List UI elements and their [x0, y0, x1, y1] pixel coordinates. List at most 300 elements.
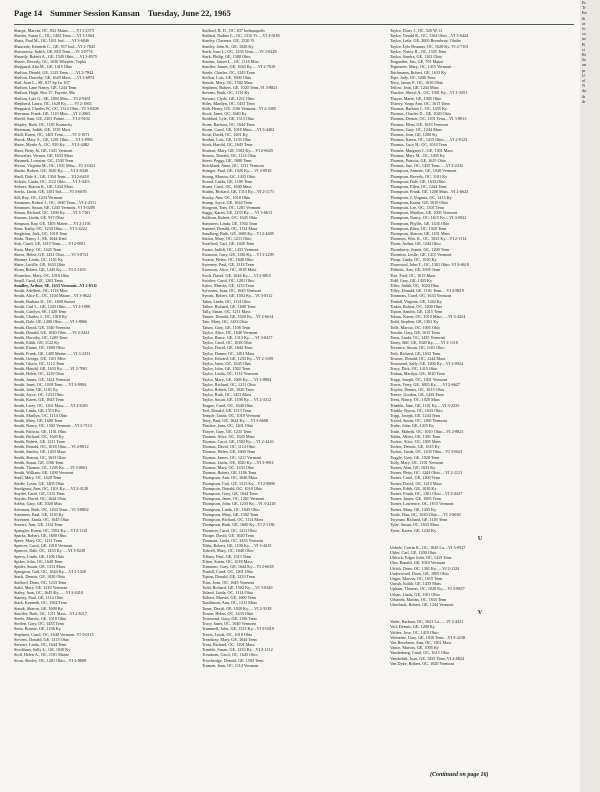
directory-entry: Talbot, Richard, GE, 1600 Tenn: [202, 303, 256, 309]
margin-fragment: Tr: [582, 5, 586, 11]
directory-entry: Van Dyke, Robert, OC, 1020 Vermont: [390, 660, 454, 666]
margin-fragment: fo: [582, 26, 586, 32]
directory-entry: Shipley, Ruth, OC, 1101 Kentucky: [14, 121, 73, 127]
directory-entry: Treadway, Mary, GE, 1644 Tenn: [202, 636, 257, 642]
directory-entry: Smith, Edith, GE, 1122 Ky: [14, 340, 60, 346]
directory-entry: Taylor, Linda, OC, 1114 Vermont: [202, 371, 259, 377]
directory-entry: Swisher, Carol, OC, 1201 Ohio: [202, 277, 255, 283]
directory-entry: Sickles, Linda, OC, 1112 Ohio.......VI 3-4411: [14, 178, 90, 184]
directory-entry: Sholl, Karen, OC, 1401 Tenn.........VI 3-1971: [14, 132, 90, 138]
directory-entry: Stanley, Clarence, GE, 1520 Vt: [202, 38, 255, 44]
directory-entry: Thompson, Sharon, GE, 1101 Mass: [390, 230, 450, 236]
directory-entry: Tolle, Marcia, OC, 1005 Ohio: [390, 324, 441, 330]
directory-entry: Taylor, Doris J., OC, 520 W. 11: [390, 28, 443, 33]
directory-entry: Smith, Susan, GE, 1106 Tenn: [14, 459, 64, 465]
directory-entry: Sommers, Paul, GE, 1210 Ky: [14, 511, 64, 517]
directory-entry: Turner, David, OC, 1415 Mass: [390, 480, 442, 486]
directory-entry: Spurgeon, Gail, OC, 1644 Ky.....VI 2-1320: [14, 569, 87, 575]
directory-entry: Sill, Roy, OC, 1233 Vermont: [14, 194, 63, 200]
directory-entry: Shook, Mary A., GE, 1201 Ohio.......VI 3-8901: [14, 137, 93, 143]
directory-entry: Smith, Sharon, OC, 1633 Ohio: [14, 454, 66, 460]
directory-entry: Teagarden, Jim, GE, 701 Maine: [390, 59, 444, 65]
directory-entry: Thurman, Linda, OC, 1433 Vermont: [202, 537, 263, 543]
directory-entry: Tripp, Joseph, GE, 1244 Tenn: [390, 413, 441, 419]
directory-entry: Thacker, Joan, OC, 1201 Ohio: [202, 423, 254, 429]
directory-entry: Thorp, Linda, OC, 1010 Ky: [390, 256, 437, 262]
directory-entry: Taylor, Alice, OC, 1640 Vermont: [202, 329, 258, 335]
directory-entry: Swafford, Carl, GE, 1020 Tenn: [202, 241, 255, 247]
directory-entry: Tinker, Robert, OC, 1200 Ohio: [390, 303, 443, 309]
directory-entry: Tobias, Karen, OC, 1010 Mass......VI 3-4424: [390, 314, 466, 320]
directory-entry: Titus, Joan, OC, 1645 Vermont: [202, 579, 255, 585]
directory-entry: Taylor, Mary, GE, 1600 Ky......VI 3-8804: [202, 376, 272, 382]
directory-entry: Travis, Linda, OC, 1018 Ohio: [202, 631, 253, 637]
directory-entry: Sheppard, Alta M., GE, 1415 Ohio: [14, 64, 73, 70]
directory-entry: Strahm, Lois, GE, 1233 Ohio: [202, 137, 252, 143]
directory-entry: Spencer, Carol, GE, 1018 Vermont: [14, 543, 73, 549]
directory-entry: Smith, Linda, GE, 1313 Ky: [14, 407, 61, 413]
directory-entry: Trent, Richard, OC, 1201 Mass: [202, 641, 255, 647]
directory-entry: Valdez, Jose, OC, 1415 Ohio: [390, 629, 439, 635]
margin-fragment: so: [582, 31, 586, 37]
directory-entry: Shawnessy, Judith, GE, 818 Tenn.....VI 3-0774: [14, 48, 93, 54]
directory-entry: Sierks, Linda, GE, 1101 Ind........VI 3-6670: [14, 189, 87, 195]
directory-entry: Timmons, Carol, OC, 1633 Vermont: [390, 293, 452, 299]
directory-entry: Troxel, Susan, OC, 1200 Vermont: [390, 418, 447, 424]
directory-entry: Shelton, Lyle G., SE, 1804 Miss.....VI 2-9461: [14, 95, 91, 101]
margin-fragment: B: [582, 41, 585, 47]
directory-entry: Tomlinson, Ann, OC, 1211 Mass: [202, 600, 258, 606]
directory-entry: Tiffany, Paul, GE, 1313 Tenn: [202, 553, 252, 559]
directory-entry: Tanner, Donald, GE, 1020 Ky....VI 2-6614: [202, 314, 274, 320]
directory-entry: Urban, Linda, GE, 1101 Ohio: [390, 591, 440, 597]
directory-entry: Smith, Marilyn, OC, 1114 Ohio: [14, 413, 68, 419]
directory-entry: Thompson, Beverly, OC, 1101 Ky: [390, 173, 448, 179]
directory-entry: Showalter, Vernon, GE, 1633 Mass: [14, 152, 73, 158]
margin-fragment: an: [582, 62, 586, 68]
margin-fragment: fit: [582, 57, 586, 63]
directory-entry: Trinkle, Byron, OC, 1633 Ohio: [390, 407, 443, 413]
directory-entry: Terry, Paul, GE, 1644 Ky......VI 3-6608: [202, 418, 268, 424]
publication-date: Tuesday, June 22, 1965: [147, 8, 231, 18]
directory-entry: Smith, Frank, GE, 1405 Maine.......VI 3-2231: [14, 350, 91, 356]
directory-entry: Shelton, Dorothy, GE, 1620 Mass......VI 3-6974: [14, 74, 95, 80]
directory-entry: Swift, David, GE, 1644 Ky......VI 2-8815: [202, 272, 272, 278]
directory-entry: Taylor, Nancy R., OC, 1535 Tenn: [390, 48, 447, 54]
directory-entry: Skinner, Linda, OC, 1101 Ky: [14, 256, 64, 262]
directory-entry: Van Becelaere, Ann, OC, 1301 Mass: [390, 639, 452, 645]
directory-entry: Snyder, Carol, GE, 1313 Tenn: [14, 491, 65, 497]
directory-entry: Stout, David, OC, 1201 Ky: [202, 132, 248, 138]
directory-entry: Tilley, Donald, GE, 1101 Tenn.....VI 2-8819: [390, 288, 464, 294]
margin-fragment: ne: [582, 36, 586, 42]
directory-entry: Taber, Linda, OC, 1114 Ohio: [202, 298, 251, 304]
directory-entry: Todd, Stephen, GE, 1301 Ky: [390, 319, 439, 325]
directory-entry: Storm, Carol, GE, 1018 Mass.....VI 3-4402: [202, 126, 275, 132]
directory-entry: Thompson, Frank, GE, 1200 Mass...VI 2-6623: [390, 189, 469, 195]
directory-entry: Smith, Joyce, OC, 1233 Ohio: [14, 392, 64, 398]
directory-entry: Taylor, Carol, OC, 1018 Ohio: [202, 340, 252, 346]
directory-entry: Thomas, Gary, OC, 1244 Mass: [390, 126, 442, 132]
directory-entry: Smith, Helen, OC, 1210 Ohio: [14, 371, 64, 377]
directory-entry: Vandenberg, Carol, OC, 1615 Ohio: [390, 650, 450, 656]
directory-entry: Shelton, Hugh, Box 37, Fayette, Ma: [14, 90, 75, 96]
directory-entry: Truitt, Mabeth, OC, 1010 Ohio....VI 2-8821: [390, 428, 464, 434]
margin-fragment: ar: [582, 20, 586, 26]
directory-entry: Spitler, Susan, GE, 1313 Mass: [14, 563, 66, 569]
directory-entry: Smith, John, GE, 1101 Ky: [14, 387, 59, 393]
directory-entry: Tolbert, Marvin, GE, 1600 Tenn: [202, 595, 256, 601]
section-letter: V: [477, 610, 483, 617]
directory-entry: Trowbridge, Donald, GE, 1502 Tenn: [202, 657, 264, 663]
directory-entry: Steele, Marvin, GE, 1018 Ohio: [14, 615, 67, 621]
directory-entry: Tucker, Dennis, GE, 1615 Ky: [390, 444, 440, 450]
directory-entry: Towner, Donald, OC, 1244 Mass: [390, 355, 446, 361]
directory-entry: Taylor, Gerald R., OC, 1104 Ohio....VI 3-6424: [390, 33, 469, 39]
directory-entry: Stuart, Carol, OC, 1640 Mass: [202, 184, 252, 190]
directory-entry: Terry, James P., OC, 1010 Ohio: [390, 80, 443, 86]
directory-entry: Smith, Larry, OC, 1202 Mass.......VI 2-6301: [14, 402, 89, 408]
directory-entry: Snyder, David, OC, 1644 Ohio: [14, 496, 66, 502]
adjacent-page-margin: [580, 0, 600, 792]
directory-entry: Tuttle, Don, OC, 1020 Ohio......VI 2-6630: [390, 511, 461, 517]
directory-entry: Townsend, Sally, GE, 1200 Ky....VI 3-0924: [390, 361, 464, 366]
directory-entry: Thompson, Ann, OC, 1640 Mass: [202, 475, 258, 481]
directory-entry: Sumner, Donald, OC, 1114 Mass: [202, 225, 258, 231]
directory-entry: Tuggle, Gary, GE, 1020 Tenn: [390, 454, 440, 460]
directory-entry: Strait, Harold, OC, 1645 Tenn: [202, 142, 253, 148]
directory-entry: Ulrich, Dean, OC, 1301 Ky......VI 2-1124: [390, 565, 460, 571]
directory-entry: Thomas, Lucy H., OC, 1010 Tenn: [390, 142, 447, 148]
directory-entry: Smith, Dorothy, OC, 1205 Tenn: [14, 334, 68, 340]
directory-entry: Stockham, Sally L., GE, 1020 Ky: [14, 647, 71, 653]
directory-entry: Sweeney, Paul, GE, 1313 Tenn: [202, 262, 254, 268]
directory-entry: Thomas, Margaret J., GE, 1301 Mass: [390, 147, 453, 153]
directory-entry: Smith, Thomas, OC, 1245 Ky......VI 3-0661: [14, 465, 88, 471]
directory-entry: Swartz, Helen, OC, 1640 Ohio: [202, 256, 254, 262]
directory-entry: Teel, Donald, GE, 1313 Tenn: [202, 407, 251, 413]
directory-entry: Taylor, Ruth, OC, 1433 Mass: [202, 392, 252, 398]
directory-entry: Tipton, Donald, GE, 1233 Tenn: [202, 574, 255, 580]
directory-entry: Troutman, Carol, OC, 1645 Ohio: [202, 652, 258, 658]
directory-entry: Smith, George, GE, 1101 Miss: [14, 355, 66, 361]
margin-fragment: th: [582, 93, 586, 99]
directory-entry: Thompson, Janet, OC, 1201 Vermont: [202, 496, 265, 502]
directory-entry: Tegtmeier, Mary, OC, 1415 Vermont: [390, 64, 452, 70]
directory-entry: Taylor, Edward, GE, 1233 Ky....VI 2-1109: [202, 355, 274, 361]
directory-entry: Thomas, Robert, GE, 1106 Tenn: [202, 470, 257, 476]
margin-fragment: th: [582, 15, 586, 21]
directory-entry: Tucker, Linda, OC, 1435 Ohio....VI 3-6621: [390, 449, 463, 455]
directory-column-1: [14, 28, 194, 768]
directory-entry: Smith, James, GE, 1424 Vermont: [14, 376, 70, 382]
directory-entry: Tracy, Janet, OC, 1640 Vermont: [202, 621, 256, 627]
directory-entry: Stock, Janet, OC, 1640 Ky: [202, 111, 247, 117]
directory-entry: Vail, Dennis, GE, 1200 Ky: [390, 624, 436, 630]
directory-entry: Thomas, Ellen, GE, 1633 Vermont: [390, 121, 448, 127]
directory-entry: Turner, Edith, GE, 1010 Ky: [390, 485, 437, 491]
directory-entry: Thayer, Gary, GE, 1233 Tenn: [202, 428, 252, 434]
directory-entry: Swain, Judith, OC, 1433 Vermont: [202, 246, 259, 252]
directory-entry: Thompson, Rhea, OC, 1020 Tenn: [390, 225, 447, 231]
directory-entry: Taylor, Sandra, GE, 1101 Ohio: [390, 54, 442, 60]
directory-entry: Stevens, Ruth, OC, 1114 Ky: [202, 90, 250, 96]
directory-entry: Sundberg, Ruth, GE, 1600 Ky....VI 2-4405: [202, 230, 274, 236]
directory-entry: Stoll, Helen A., OC, 1101 Maine: [14, 652, 69, 658]
directory-entry: Smalley, Arthur, SE, 1633 Vermont...VI 2-6311: [14, 282, 98, 288]
directory-entry: Speer, Mary, OC, 1211 Tenn: [14, 537, 62, 543]
directory-entry: Smith, Richard, OC, 1640 Ky: [14, 433, 64, 439]
directory-entry: Shore, Myrtle A., OC, 920 Ky.......VI 2-4482: [14, 142, 89, 148]
directory-entry: Sharpe, Marvin, OC, 832 Maine........VI 3-2373: [14, 28, 94, 33]
directory-entry: Thomas, Dennis, OC, 1101 Tenn....VI 3-8813: [390, 116, 467, 122]
directory-entry: Thayer, Marie, GE, 1005 Ohio: [390, 95, 442, 101]
directory-entry: Shield, Sam, GE, 2301 Pointe........VI 2-9102: [14, 116, 90, 122]
directory-entry: Simons, Linda, GE, 917 Ohio: [14, 215, 64, 221]
directory-entry: Thurwood, John T., OC, 1301 Ohio..VI 3-6618: [390, 262, 469, 268]
directory-entry: Utterback, Robert, GE, 1244 Vermont: [390, 601, 454, 607]
directory-entry: Smith, Harold, GE, 1633 Ky........VI 2-7081: [14, 366, 88, 372]
directory-entry: Stone, Barbara, OC, 1644 Tenn: [202, 121, 255, 127]
directory-entry: Solomon, Ruth, OC, 1233 Tenn....VI 3-8802: [14, 506, 89, 512]
directory-entry: Todd, Richard, GE, 1502 Ky.....VI 3-0320: [202, 584, 273, 590]
directory-entry: Strauss, Donald, OC, 1114 Ohio: [202, 152, 257, 158]
directory-entry: Toner, David, GE, 1020 Ky......VI 2-3318: [202, 605, 272, 611]
page-number: Page 14: [14, 8, 43, 18]
directory-entry: Smith, Carl L., GE, 1243 Ohio.......VI 2-1090: [14, 303, 91, 309]
directory-entry: Turner, Frank, OC, 1301 Ohio....VI 3-4427: [390, 491, 463, 497]
directory-entry: Tetlow, Jean, GE, 1244 Mass: [390, 85, 439, 91]
directory-entry: Tepe, Judy, OC, 1200 Tenn: [390, 74, 436, 80]
directory-entry: Sheets, Beverly, OC, 1636 Whistler, Topka: [14, 59, 87, 65]
directory-entry: Shramek, Lorraine, OC, 1530 Tenn: [14, 158, 74, 164]
directory-entry: Turner, Betty, OC, 1244 Ohio.....VI 2-1121: [390, 470, 463, 476]
directory-column-2: [202, 28, 382, 768]
directory-entry: Stein, Bonnie, GE, 1106 Ky: [14, 626, 61, 632]
directory-entry: Stewart, Clyde, GE, 1211 Ohio: [202, 95, 255, 101]
directory-entry: Uebele, Corrin K., OC, 1643 La....VI 3-0927: [390, 544, 466, 550]
directory-entry: Symns, Robert, GE, 1502 Ky....VI 3-0312: [202, 293, 273, 299]
directory-entry: Stark, Philip, GE, 1300 Ohio: [202, 54, 251, 60]
directory-entry: Smith, David, GE, 1540 Vermont: [14, 324, 70, 330]
directory-column-3: [390, 28, 570, 768]
directory-entry: Thorpe, David, GE, 1020 Tenn: [202, 532, 254, 538]
directory-entry: Toth, Richard, GE, 1633 Tenn: [390, 350, 441, 356]
directory-entry: Sorensen, Linda, OC, 1645 Ohio: [14, 517, 70, 523]
directory-entry: Sobba, Gary, GE, 1020 Miss: [14, 501, 62, 507]
directory-entry: Smith, Charles J., OC, 1018 Ky: [14, 314, 68, 320]
directory-entry: Turner, James, GE, 1005 Tenn: [390, 496, 441, 502]
directory-entry: Steffen, Lois, GE, 1600 Ohio: [202, 74, 252, 80]
margin-fragment: Er: [582, 0, 586, 5]
directory-entry: Stith, Henry, GE, 1106 Vermont...VI 2-3305: [202, 106, 277, 112]
margin-fragment: da: [582, 88, 586, 94]
directory-entry: Thomas, Alice, OC, 1645 Mass: [202, 433, 255, 439]
directory-entry: Thompson, J. Virginia, OC, 1415 Ky: [390, 194, 452, 200]
directory-entry: Thompson, Phyllis, GE, 1435 Ohio: [390, 220, 450, 226]
directory-entry: Tucker, Alice, OC, 1005 Mass: [390, 439, 441, 445]
directory-entry: Smith, Carolyn, SE, 1420 Tenn: [14, 308, 67, 314]
directory-entry: Stark, Joan L., OC, 1233 Tenn......VI 3-0228: [202, 48, 277, 54]
directory-entry: Shrout, Virginia M., OC, 1031 Miss....VI 3-0221: [14, 163, 96, 169]
directory-entry: Stucky, Ann, OC, 1018 Ohio: [202, 194, 251, 200]
directory-entry: Timmons, Gary, GE, 1644 Ky....VI 2-6618: [202, 563, 274, 569]
page-header: [14, 8, 574, 24]
directory-entry: Smith, Donald, GE, 1020 Ohio......VI 2-3441: [14, 329, 90, 335]
directory-entry: Taylor, Leila, GE, 2005 Broadway, Olathe: [390, 38, 461, 44]
directory-entry: Stallard, Nadine L., OC, 1316 Vt.....VI 3-0185: [202, 33, 280, 39]
directory-entry: Tibbetts, Ann, GE, 1005 Tenn: [390, 267, 441, 273]
directory-entry: Turner, Alan, GE, 1633 Ky: [390, 465, 436, 471]
directory-entry: Smith, Gloria, OC, 1112 Tenn: [14, 361, 65, 366]
directory-entry: Stroud, Linda, GE, 1106 Tenn: [202, 178, 253, 184]
directory-entry: Taylor, Robert, GE, 1020 Tenn: [202, 387, 254, 393]
directory-entry: Stephens, Carol, OC, 1640 Vermont..VI 3-0115: [14, 631, 94, 637]
directory-entry: Smith, Dale, GE, 1200 Ohio........VI 3-8866: [14, 319, 88, 325]
directory-entry: Teague, Carol, OC, 1640 Ohio: [202, 402, 254, 408]
directory-entry: Tully, Mary, OC, 1101 Vermont: [390, 459, 444, 465]
directory-entry: Twyman, Richard, GE, 1101 Tenn: [390, 517, 448, 523]
margin-fragment: pr: [582, 67, 586, 73]
directory-entry: Thomas, Karen, OC, 1415 Ohio......VI 2-9123: [390, 137, 468, 143]
directory-entry: Trimble, Susan, GE, 1233 Ky....VI 2-1112: [202, 647, 273, 653]
directory-entry: Stauffer, Ruth, OC, 1211 Mass....VI 2-6117: [14, 610, 87, 616]
directory-entry: Thornberry, Jeanie, OC, 1200 Tenn: [390, 246, 450, 252]
directory-entry: Toney, Bill, GE, 1020 Ky........VI 2-1118: [390, 340, 458, 346]
directory-entry: Stack, Dennis, GE, 1020 Ohio: [14, 574, 65, 580]
directory-entry: Smith, Adelbert, OC, 1116 Miss: [14, 288, 68, 294]
directory-entry: Tiller, Judith, OC, 1020 Ohio: [390, 282, 440, 288]
directory-entry: Toms, Linda, OC, 1435 Vermont: [390, 334, 445, 340]
directory-entry: Vance, Marvin, GE, 1005 Ky: [390, 645, 439, 651]
directory-entry: Simon, Richard, OC, 1200 Ky........VI 3-7101: [14, 210, 91, 216]
margin-fragment: dr: [582, 98, 586, 104]
directory-entry: Steinle, Mary, OC, 1502 Mass: [202, 80, 253, 86]
directory-entry: Stauffer, James, GE, 1644 Ky......VI 2-7610: [202, 64, 276, 70]
directory-entry: Taylor, Janet, OC, 1645 Ohio: [202, 361, 252, 366]
directory-entry: Tindall, Virginia, GE, 1244 Ky: [390, 298, 442, 304]
directory-entry: Smith, Janet, OC, 1018 Tenn......VI 3-0904: [14, 381, 86, 387]
directory-entry: Taylor, Lyle Brunner, OC, 1620 Ky..VI 2-7101: [390, 43, 469, 49]
directory-entry: Stauber, James L., OC, 1116 Miss: [202, 59, 259, 65]
directory-entry: Sturgeon, Tom, OC, 1201 Vermont: [202, 204, 261, 210]
margin-fragment: N: [582, 83, 586, 89]
directory-entry: Spangler, Karen, OC, 1502 Ky.....VI 2-1141: [14, 527, 88, 533]
directory-entry: Smith, Elaine, OC, 1600 Ohio: [14, 345, 65, 351]
directory-entry: Snider, Louis, GE, 1405 Ohio: [14, 480, 64, 486]
directory-entry: Smith, Karen, GE, 1645 Tenn: [14, 397, 64, 403]
directory-entry: Sinks, Nancy J., SE, 1644 Kent: [14, 236, 67, 242]
directory-entry: Sims, Kathy, OC, 1234 Ohio.......VI 3-4222: [14, 225, 87, 231]
directory-entry: Thomas, Patricia, GE, 1615 Ohio: [390, 158, 446, 164]
directory-entry: Truhe, John, GE, 1415 Ky: [390, 423, 435, 429]
section-letter: U: [477, 535, 483, 542]
directory-entry: Stafford, B. D., OC, 637 Indianapolis: [202, 28, 265, 33]
directory-entry: Torrance, Susan, OC, 1101 Ohio: [390, 345, 445, 351]
directory-entry: Thompson, Annette, GE, 1020 Vermont: [390, 168, 457, 174]
directory-entry: Stafford, Dean, OC, 1233 Tenn: [14, 579, 67, 585]
directory-entry: Vader, Barbara, OC, 1621 La.......VI 2-4431: [390, 619, 464, 625]
directory-entry: Shaurette, Kenneth C., GE, 917 Ind....VI 2-7843: [14, 43, 96, 49]
directory-entry: Urbanek, Marian, OC, 1633 Tenn: [390, 596, 447, 602]
directory-entry: Thompson, Gary, GE, 1644 Tenn: [202, 491, 258, 497]
directory-entry: Uhlrich, Edgar John, OC, 1415 Tenn: [390, 555, 452, 561]
directory-entry: Siebert, Sharon K., GE, 1434 Mass: [14, 184, 73, 190]
directory-entry: Thompson, Karen, GE, 1010 Ohio: [390, 199, 448, 205]
publication-title: Summer Session Kansan: [50, 8, 140, 18]
directory-entry: Turner, Carol, GE, 1200 Tenn: [390, 475, 440, 481]
directory-entry: Tate, Mary, OC, 1433 Ohio: [202, 319, 248, 325]
directory-entry: Taylor, Richard, OC, 1211 Ohio: [202, 381, 256, 387]
directory-entry: Thomsen, Wm. K., OC, 1633 Ky....VI 2-1114: [390, 236, 467, 242]
margin-fragment: En: [582, 10, 587, 16]
directory-entry: Thompson, Donald, OC, 1018 Ohio: [202, 485, 263, 491]
directory-entry: Trammell, John, GE, 1313 Ky....VI 3-0419: [202, 626, 274, 632]
directory-entry: Thomas, Carol, GE, 1502 Ky.....VI 2-4416: [202, 439, 274, 445]
directory-entry: Strong, Marvin, OC, 1433 Ohio: [202, 173, 256, 179]
directory-entry: Travis, Terry, GE, 1005 Ky.......VI 2-6627: [390, 381, 460, 387]
directory-entry: Unger, Marvin, OC, 1615 Tenn: [390, 575, 443, 581]
directory-entry: Smith, Sandra, GE, 1433 Mass: [14, 449, 66, 455]
directory-entry: Underwood, Doris, GE, 1005 Ohio: [390, 570, 449, 576]
directory-entry: Slonecker, Mary, OC, 1010 Ohio: [14, 272, 70, 278]
directory-entry: Tally, Susan, OC, 1211 Mass: [202, 308, 251, 314]
directory-entry: Thomas, Mary, OC, 1433 Ohio: [202, 465, 255, 471]
margin-fragment: Ri: [582, 52, 586, 58]
directory-entry: Uhler, Carl, GE, 1200 Ohio: [390, 549, 437, 555]
directory-entry: Steele, Charles, OC, 1245 Tenn: [202, 69, 255, 75]
directory-entry: Stevens, Donald, GE, 1313 Ohio: [14, 636, 70, 642]
directory-entry: Treece, Gordon, GE, 1435 Tenn: [390, 392, 444, 398]
directory-entry: Sparks, Robert, GE, 1600 Ohio: [14, 532, 67, 538]
directory-entry: Sutton, Mary, OC, 1211 Ohio: [202, 236, 252, 242]
directory-entry: Taylor, Donna, OC, 1201 Mass: [202, 350, 255, 356]
directory-entry: Stringer, Paul, GE, 1020 Ky.....VI 3-0910: [202, 168, 272, 174]
directory-entry: Simmons, Robert J., OC, 1640 Tenn....VI 2-2311: [14, 199, 97, 205]
directory-entry: Thompson, Linda, OC, 1645 Ohio: [202, 506, 260, 512]
directory-entry: Tice, Fred, OC, 1615 Mass: [390, 272, 436, 278]
directory-entry: Towne, Helen, OC, 1433 Ohio: [202, 610, 254, 616]
directory-entry: Thomas, Jean, GE, 1200 Ky: [390, 132, 438, 138]
directory-entry: Thornton, Leslie, GE, 1415 Vermont: [390, 251, 452, 257]
directory-entry: Thorn, Arthur, GE, 1244 Ohio: [390, 241, 441, 247]
directory-entry: Turner, Lawrence, OC, 1615 Vermont: [390, 501, 454, 507]
directory-entry: Singleton, Jack, OC, 1018 Tenn: [14, 230, 68, 236]
directory-entry: Thompson, Nancy, OC, 1615 Ky....VI 3-0922: [390, 215, 467, 221]
directory-entry: Street, Peggy, GE, 1600 Tenn: [202, 158, 252, 164]
directory-entry: Thomas, Helen, GE, 1600 Tenn: [202, 449, 256, 455]
directory-entry: Shull, Dale A., GE, 1304 Tenn......VI 2-6418: [14, 173, 89, 179]
directory-entry: Shuler, Robert, GE, 1020 Ky........VI 2-6340: [14, 168, 88, 174]
directory-entry: Tomlin, Gary, GE, 1615 Tenn: [390, 329, 440, 335]
directory-entry: Smith, Alice E., OC, 1104 Maine....VI 3-0622: [14, 293, 92, 299]
directory-entry: Thornton, Carol, OC, 1211 Ohio: [202, 527, 257, 533]
directory-entry: Trent, Nancy, OC, 1020 Mass: [390, 397, 440, 403]
directory-entry: Thompson, John, GE, 1233 Ky....VI 3-2218: [202, 501, 276, 507]
continued-note: (Continued on page 16): [430, 772, 489, 778]
directory-entry: Suggs, Karen, GE, 1233 Ky......VI 3-6613: [202, 210, 273, 216]
directory-entry: Sherman, Frank, GE, 1110 Miss.....VI 2-2063: [14, 111, 91, 117]
directory-entry: Shelton, Derald, GE, 1125 Tenn........VI 2-7842: [14, 69, 94, 75]
directory-entry: Stephens, Robert, GE, 1020 Tenn..VI 3-8821: [202, 85, 278, 91]
directory-entry: Summers, Linda, GE, 1502 Tenn: [202, 220, 258, 226]
directory-entry: Smith, William, GE, 1200 Vermont: [14, 470, 74, 476]
directory-entry: Thompson, Richard, OC, 1114 Mass: [202, 517, 264, 523]
directory-entry: Shelton, Lane Nancy, GE, 1244 Tenn: [14, 85, 77, 91]
margin-fragment: U: [582, 72, 586, 78]
directory-entry: Tindall, Carol, OC, 1201 Ohio: [202, 569, 254, 575]
directory-entry: Stewart, Linda, OC, 1644 Tenn: [14, 641, 67, 647]
